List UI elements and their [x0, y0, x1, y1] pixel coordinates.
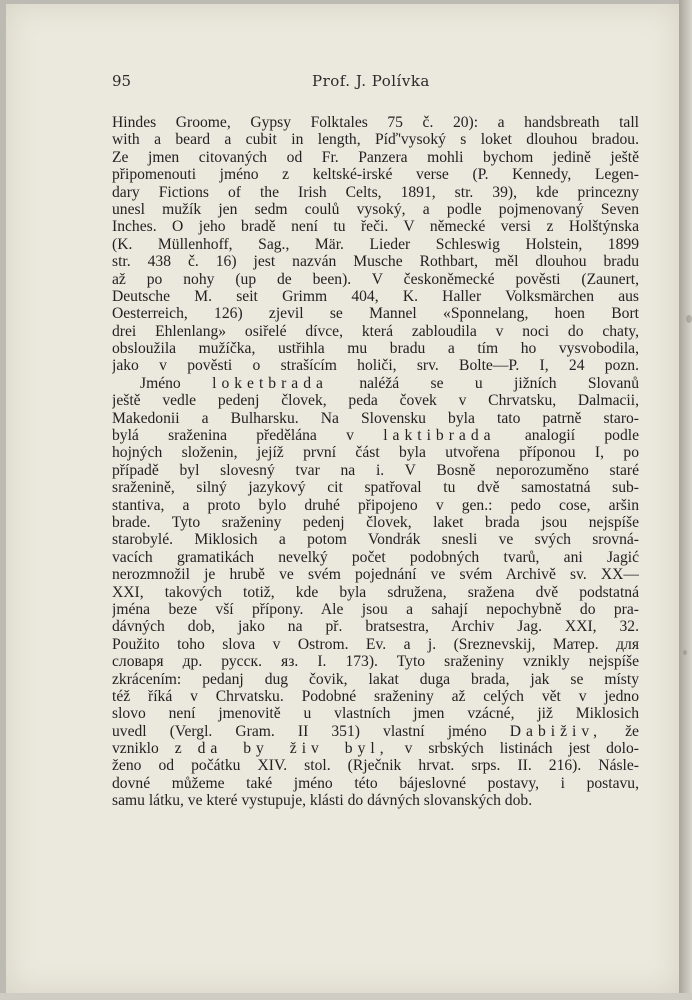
text-line: Inches. O jeho bradě není tu řeči. V německé versi z Holštýnska: [112, 218, 639, 236]
text-segment: naléžá se u jižních Slovanů: [359, 374, 639, 392]
text-segment: v srbských listinách jest dolo-: [404, 740, 639, 758]
page-edge-right: [679, 0, 692, 1000]
spaced-emphasis: Dabiživ,: [509, 722, 603, 740]
text-line: až po nohy (up de been). V českoněmecké pověsti (Zaunert,: [112, 270, 639, 288]
text-line: [112, 375, 639, 392]
text-line: samu látku, ve které vystupuje, klásti do dávných slovanských dob.: [112, 792, 533, 810]
text-line: ještě vedle pedenj človek, peda čovek v Chrvatsku, Dalmacii,: [112, 392, 639, 410]
text-line: str. 438 č. 16) jest nazván Musche Rothbart, měl dlouhou bradu: [112, 253, 639, 271]
text-line: Ze jmen citovaných od Fr. Panzera mohli bychom jedině ještě: [112, 148, 639, 166]
text-segment: bylá sraženina předělána v: [112, 427, 354, 445]
text-line: nerozmnožil je hrubě ve svém pojednání ve svém Archivě sv. XX—: [112, 566, 639, 584]
text-line: словаря др. русск. яз. I. 173). Tyto sraženiny vznikly nejspíše: [112, 653, 639, 671]
text-line: drei Ehlenlang» osiřelé dívce, která zabloudila v noci do chaty,: [112, 322, 639, 340]
page-edge-bottom: [0, 993, 692, 1000]
text-line: Makedonii a Bulharsku. Na Slovensku byla tato patrně staro-: [112, 409, 639, 427]
text-line: případě byl slovesný tvar na i. V Bosně neporozuměno staré: [112, 461, 639, 479]
text-line: slovo není jmenovitě u vlastních jmen vzácné, již Miklosich: [112, 705, 639, 723]
text-line: with a beard a cubit in length, Píď'vysoký s loket dlouhou bradou.: [112, 131, 639, 149]
text-line: sraženině, silný jazykový cit spatřoval tu dvě samostatná sub-: [112, 479, 639, 497]
text-line: Použito toho slova v Ostrom. Ev. a j. (Sreznevskij, Матер. для: [112, 635, 639, 653]
text-segment: Jméno: [140, 374, 181, 392]
page-number: 95: [112, 72, 132, 90]
text-line: ženo od počátku XIV. stol. (Rječnik hrvat. srps. II. 216). Násle-: [112, 757, 639, 775]
ink-smudge: [686, 315, 692, 323]
running-head: Prof. J. Polívka: [312, 72, 430, 90]
text-segment: že: [625, 722, 639, 740]
text-line: dávných dob, jako na př. bratsestra, Archiv Jag. XXI, 32.: [112, 618, 639, 636]
text-line: připomenouti jméno z keltské-irské verse (P. Kennedy, Legen-: [112, 166, 639, 184]
text-line: XXI, takových totiž, kde byla sdružena, sražena dvě podstatná: [112, 583, 639, 601]
spaced-emphasis: laktibrada: [383, 427, 496, 445]
text-line: Oesterreich, 126) zjevil se Mannel «Sponnelang, hoen Bort: [112, 305, 639, 323]
text-line: stantiva, a proto bylo druhé připojeno v gen.: pedo cose, aršin: [112, 496, 639, 514]
text-line: dovné můžeme také jméno této bájeslovné postavy, i postavu,: [112, 774, 639, 792]
text-line: hojných složenin, jejíž první část byla utvořena příponou I, po: [112, 444, 639, 462]
text-line: starobylé. Miklosich a potom Vondrák snesli ve svých srovná-: [112, 531, 639, 549]
text-line: [112, 427, 639, 444]
text-line: též říká v Chrvatsku. Podobné sraženiny až celých vět v jedno: [112, 687, 639, 705]
spaced-emphasis: da by živ byl,: [197, 740, 389, 758]
body-text: [112, 114, 639, 810]
text-line: zkrácením: pedanj dug čovik, lakat duga brada, jak se místy: [112, 670, 639, 688]
text-line: unesl mužík jen sedm coulů vysoký, a podle pojmenovaný Seven: [112, 200, 639, 218]
text-line: jako v pověsti o strašícím holiči, srv. Bolte—P. I, 24 pozn.: [112, 357, 639, 375]
spaced-emphasis: loketbrada: [212, 374, 328, 392]
text-line: [112, 740, 639, 757]
text-line: Deutsche M. seit Grimm 404, K. Haller Volksmärchen aus: [112, 287, 639, 305]
text-segment: uvedl (Vergl. Gram. II 351) vlastní jméno: [112, 722, 487, 740]
text-line: vacích gramatikách nevelký počet podobných tvarů, ani Jagić: [112, 548, 639, 566]
text-segment: analogií podle: [524, 427, 639, 445]
text-line: [112, 723, 639, 740]
text-line: (K. Müllenhoff, Sag., Mär. Lieder Schleswig Holstein, 1899: [112, 235, 639, 253]
text-line: brade. Tyto sraženiny pedenj človek, laket brada jsou nejspíše: [112, 513, 639, 531]
text-line: dary Fictions of the Irish Celts, 1891, str. 39), kde princezny: [112, 183, 639, 201]
text-line: Hindes Groome, Gypsy Folktales 75 č. 20): a handsbreath tall: [112, 114, 639, 131]
ink-smudge: [683, 650, 687, 655]
text-line: jména beze vší přípony. Ale jsou a sahají nepochybně do pra-: [112, 600, 639, 618]
text-line: obsloužila mužíčka, ustřihla mu bradu a tím ho vysvobodila,: [112, 340, 639, 358]
text-segment: vzniklo z: [112, 740, 182, 758]
